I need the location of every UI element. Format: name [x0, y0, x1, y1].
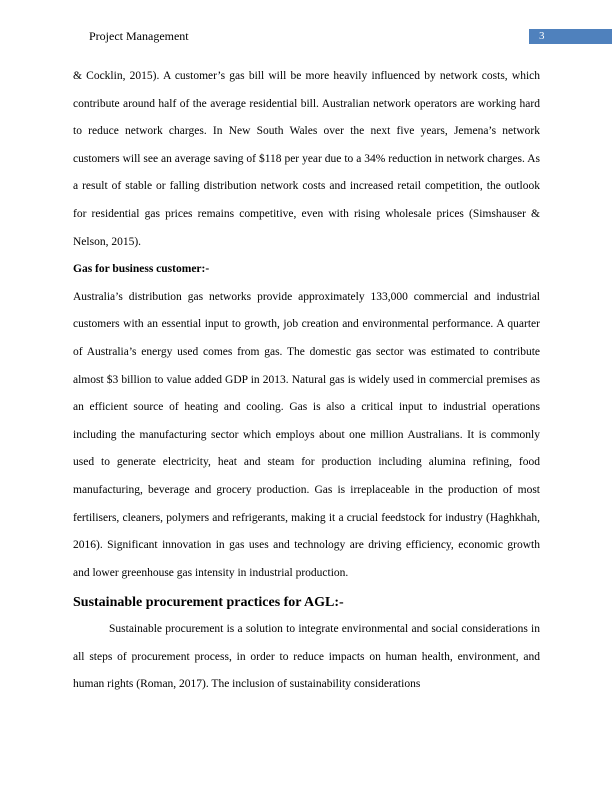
- subheading-business-customer: Gas for business customer:-: [73, 263, 210, 276]
- body-paragraph-business: Australia’s distribution gas networks provide approximately 133,000 commercial and industrial customers with an essential input to growth, job creation and environmental performance. A quarter of Australia’s energy used comes from gas. The domestic gas sector was estimated to contribute almost $3 billion to value added GDP in 2013. Natural gas is widely used in commercial premises as an efficient source of heating and cooling. Gas is also a critical input to industrial operations including the manufacturing sector which employs about one million Australians. It is commonly used to generate electricity, heat and steam for production including alumina refining, food manufacturing, beverage and grocery production. Gas is irreplaceable in the production of most fertilisers, cleaners, polymers and refrigerants, making it a crucial feedstock for industry (Haghkhah, 2016). Significant innovation in gas uses and technology are driving efficiency, economic growth and lower greenhouse gas intensity in industrial production.: [73, 290, 540, 579]
- body-paragraph-procurement: Sustainable procurement is a solution to integrate environmental and social considerations in all steps of procurement process, in order to reduce impacts on human health, environment, and human rights (Roman, 2017). The inclusion of sustainability considerations: [73, 623, 540, 691]
- body-paragraph-residential: & Cocklin, 2015). A customer’s gas bill will be more heavily influenced by network costs, which contribute around half of the average residential bill. Australian network operators are working hard to reduce network charges. In New South Wales over the next five years, Jemena’s network customers will see an average saving of $118 per year due to a 34% reduction in network charges. As a result of stable or falling distribution network costs and increased retail competition, the outlook for residential gas prices remains competitive, even with rising wholesale prices (Simshauser & Nelson, 2015).: [73, 70, 540, 248]
- running-header-title: Project Management: [89, 29, 189, 43]
- section-heading-sustainable-procurement: Sustainable procurement practices for AGL:-: [73, 595, 344, 611]
- page-number: 3: [529, 29, 612, 44]
- document-body: [73, 63, 540, 699]
